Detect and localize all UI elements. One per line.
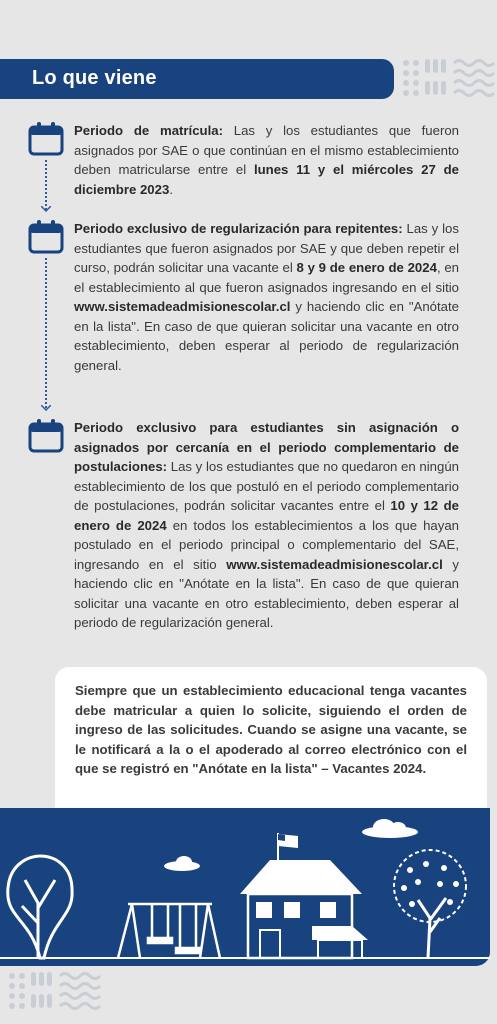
timeline-item-matricula bbox=[74, 121, 459, 199]
timeline-item-repitentes bbox=[74, 219, 459, 375]
calendar-icon bbox=[28, 122, 64, 156]
info-note-card bbox=[55, 667, 487, 809]
timeline-connector bbox=[45, 160, 47, 210]
connector-arrow-icon bbox=[41, 405, 51, 411]
tree-icon bbox=[394, 850, 466, 958]
calendar-icon bbox=[28, 220, 64, 254]
item-text: . bbox=[169, 181, 173, 197]
item-title: Periodo de matrícula: bbox=[74, 123, 223, 138]
item-text: y haciendo clic en "Anótate en la lista". En caso de que quieran solicitar una vacante en otro establecimiento, deben esperar al periodo de regularización general. bbox=[74, 299, 459, 373]
item-text: Las y los estudiantes que fueron asignados por SAE y que deben repetir el curso, podrán solicitar una vacante el bbox=[74, 221, 459, 275]
website-link[interactable]: www.sistemadeadmisionescolar.cl bbox=[74, 299, 291, 314]
school-icon bbox=[240, 833, 368, 958]
note-text: Siempre que un establecimiento educacional tenga vacantes debe matricular a quien lo solicite, siguiendo el orden de ingreso de las solicitudes. Cuando se asigne una vacante, se le notificará a la o el apoderado al correo electrónico con el que se registró en "Anótate en la lista" – Vacantes 2024. bbox=[75, 683, 467, 777]
item-text: , en el establecimiento al que fueron asignados ingresando en el sitio bbox=[74, 260, 459, 295]
calendar-icon bbox=[28, 419, 64, 453]
school-illustration bbox=[0, 808, 490, 966]
item-text: en todos los establecimientos a los que hayan postulado en el periodo principal o complementario del SAE, ingresando en el sitio bbox=[74, 517, 459, 572]
swing-set-icon bbox=[118, 904, 220, 958]
timeline-connector bbox=[45, 258, 47, 408]
timeline-item-sin-asignacion bbox=[74, 418, 459, 633]
item-title: Periodo exclusivo de regularización para repitentes: bbox=[74, 221, 403, 236]
item-title: Periodo exclusivo para estudiantes sin asignación o asignados por cercanía en el periodo complementario de postulaciones: bbox=[74, 420, 459, 474]
item-text: y haciendo clic en "Anótate en la lista". En caso de que quieran solicitar una vacante en otro establecimiento, deben esperar al periodo de regularización general. bbox=[74, 556, 460, 630]
item-date: 8 y 9 de enero de 2024 bbox=[296, 260, 437, 275]
item-text: Las y los estudiantes que no quedaron en ningún establecimiento de los que postuló en el periodo complementario de postulaciones, podrán solicitar vacantes entre el bbox=[74, 459, 459, 513]
item-text: Las y los estudiantes que fueron asignados por SAE o que continúan en el mismo establecimiento deben matricularse entre el bbox=[74, 123, 460, 177]
tree-icon bbox=[8, 856, 72, 958]
connector-arrow-icon bbox=[41, 206, 51, 212]
section-title: Lo que viene bbox=[32, 67, 157, 89]
website-link[interactable]: www.sistemadeadmisionescolar.cl bbox=[226, 556, 443, 572]
decorative-pattern bbox=[4, 966, 104, 1020]
item-date: lunes 11 y el miércoles 27 de diciembre 2023 bbox=[74, 162, 460, 197]
item-date: 10 y 12 de enero de 2024 bbox=[74, 498, 459, 533]
